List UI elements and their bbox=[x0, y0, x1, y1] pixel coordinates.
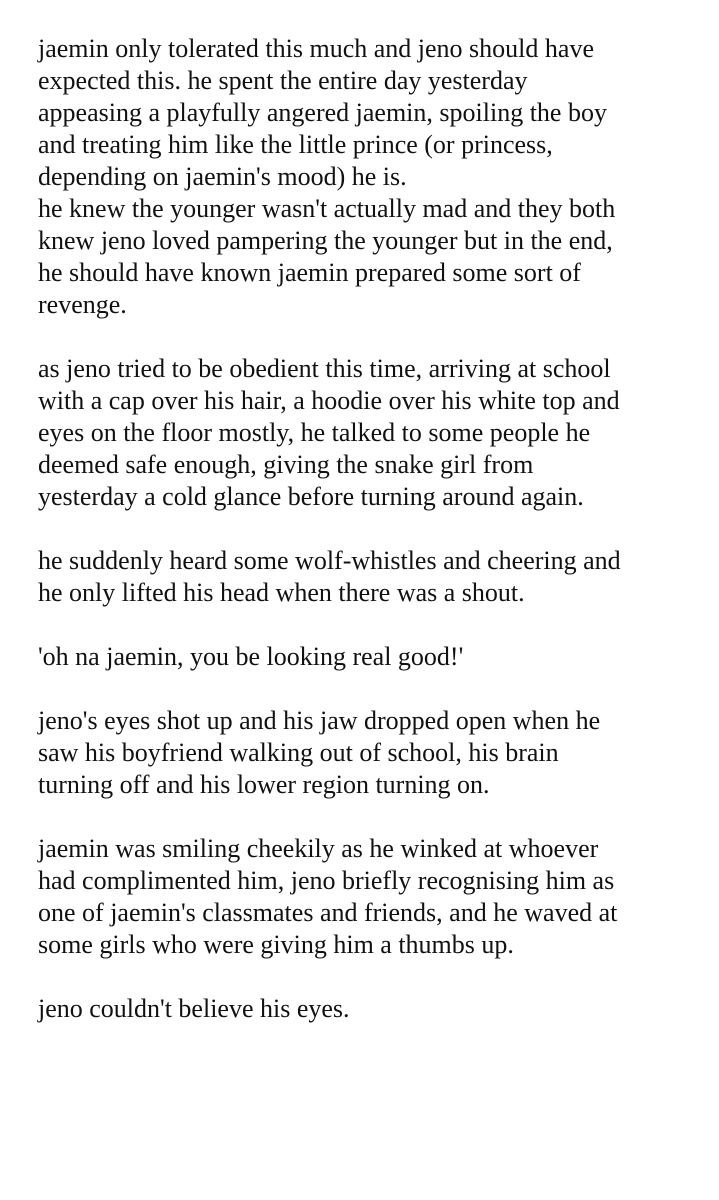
paragraph-4 bbox=[38, 641, 689, 673]
text-line: 'oh na jaemin, you be looking real good!' bbox=[38, 642, 464, 671]
text-line: knew jeno loved pampering the younger but in the end, bbox=[38, 226, 613, 255]
text-line: yesterday a cold glance before turning around again. bbox=[38, 482, 584, 511]
paragraph-7 bbox=[38, 993, 689, 1025]
paragraph-3 bbox=[38, 545, 689, 609]
text-line: jaemin only tolerated this much and jeno should have bbox=[38, 34, 594, 63]
text-line: with a cap over his hair, a hoodie over his white top and bbox=[38, 386, 620, 415]
paragraph-1 bbox=[38, 33, 689, 321]
paragraph-5 bbox=[38, 705, 689, 801]
text-line: appeasing a playfully angered jaemin, spoiling the boy bbox=[38, 98, 607, 127]
text-line: and treating him like the little prince (or princess, bbox=[38, 130, 553, 159]
text-line: one of jaemin's classmates and friends, and he waved at bbox=[38, 898, 618, 927]
text-line: he knew the younger wasn't actually mad and they both bbox=[38, 194, 616, 223]
paragraph-gap bbox=[38, 673, 689, 705]
paragraph-gap bbox=[38, 801, 689, 833]
text-line: depending on jaemin's mood) he is. bbox=[38, 162, 407, 191]
text-line: revenge. bbox=[38, 290, 127, 319]
text-line: he only lifted his head when there was a shout. bbox=[38, 578, 525, 607]
paragraph-gap bbox=[38, 609, 689, 641]
text-line: expected this. he spent the entire day yesterday bbox=[38, 66, 528, 95]
text-line: some girls who were giving him a thumbs up. bbox=[38, 930, 514, 959]
paragraph-gap bbox=[38, 321, 689, 353]
text-line: deemed safe enough, giving the snake girl from bbox=[38, 450, 534, 479]
text-line: jeno's eyes shot up and his jaw dropped open when he bbox=[38, 706, 601, 735]
text-line: saw his boyfriend walking out of school, his brain bbox=[38, 738, 559, 767]
paragraph-gap bbox=[38, 513, 689, 545]
text-line: had complimented him, jeno briefly recognising him as bbox=[38, 866, 615, 895]
text-line: as jeno tried to be obedient this time, arriving at school bbox=[38, 354, 611, 383]
text-line: jaemin was smiling cheekily as he winked at whoever bbox=[38, 834, 599, 863]
text-line: turning off and his lower region turning on. bbox=[38, 770, 490, 799]
paragraph-6 bbox=[38, 833, 689, 961]
text-line: he should have known jaemin prepared some sort of bbox=[38, 258, 581, 287]
paragraph-gap bbox=[38, 961, 689, 993]
paragraph-2 bbox=[38, 353, 689, 513]
text-line: jeno couldn't believe his eyes. bbox=[38, 994, 350, 1023]
text-line: he suddenly heard some wolf-whistles and cheering and bbox=[38, 546, 621, 575]
text-line: eyes on the floor mostly, he talked to some people he bbox=[38, 418, 591, 447]
